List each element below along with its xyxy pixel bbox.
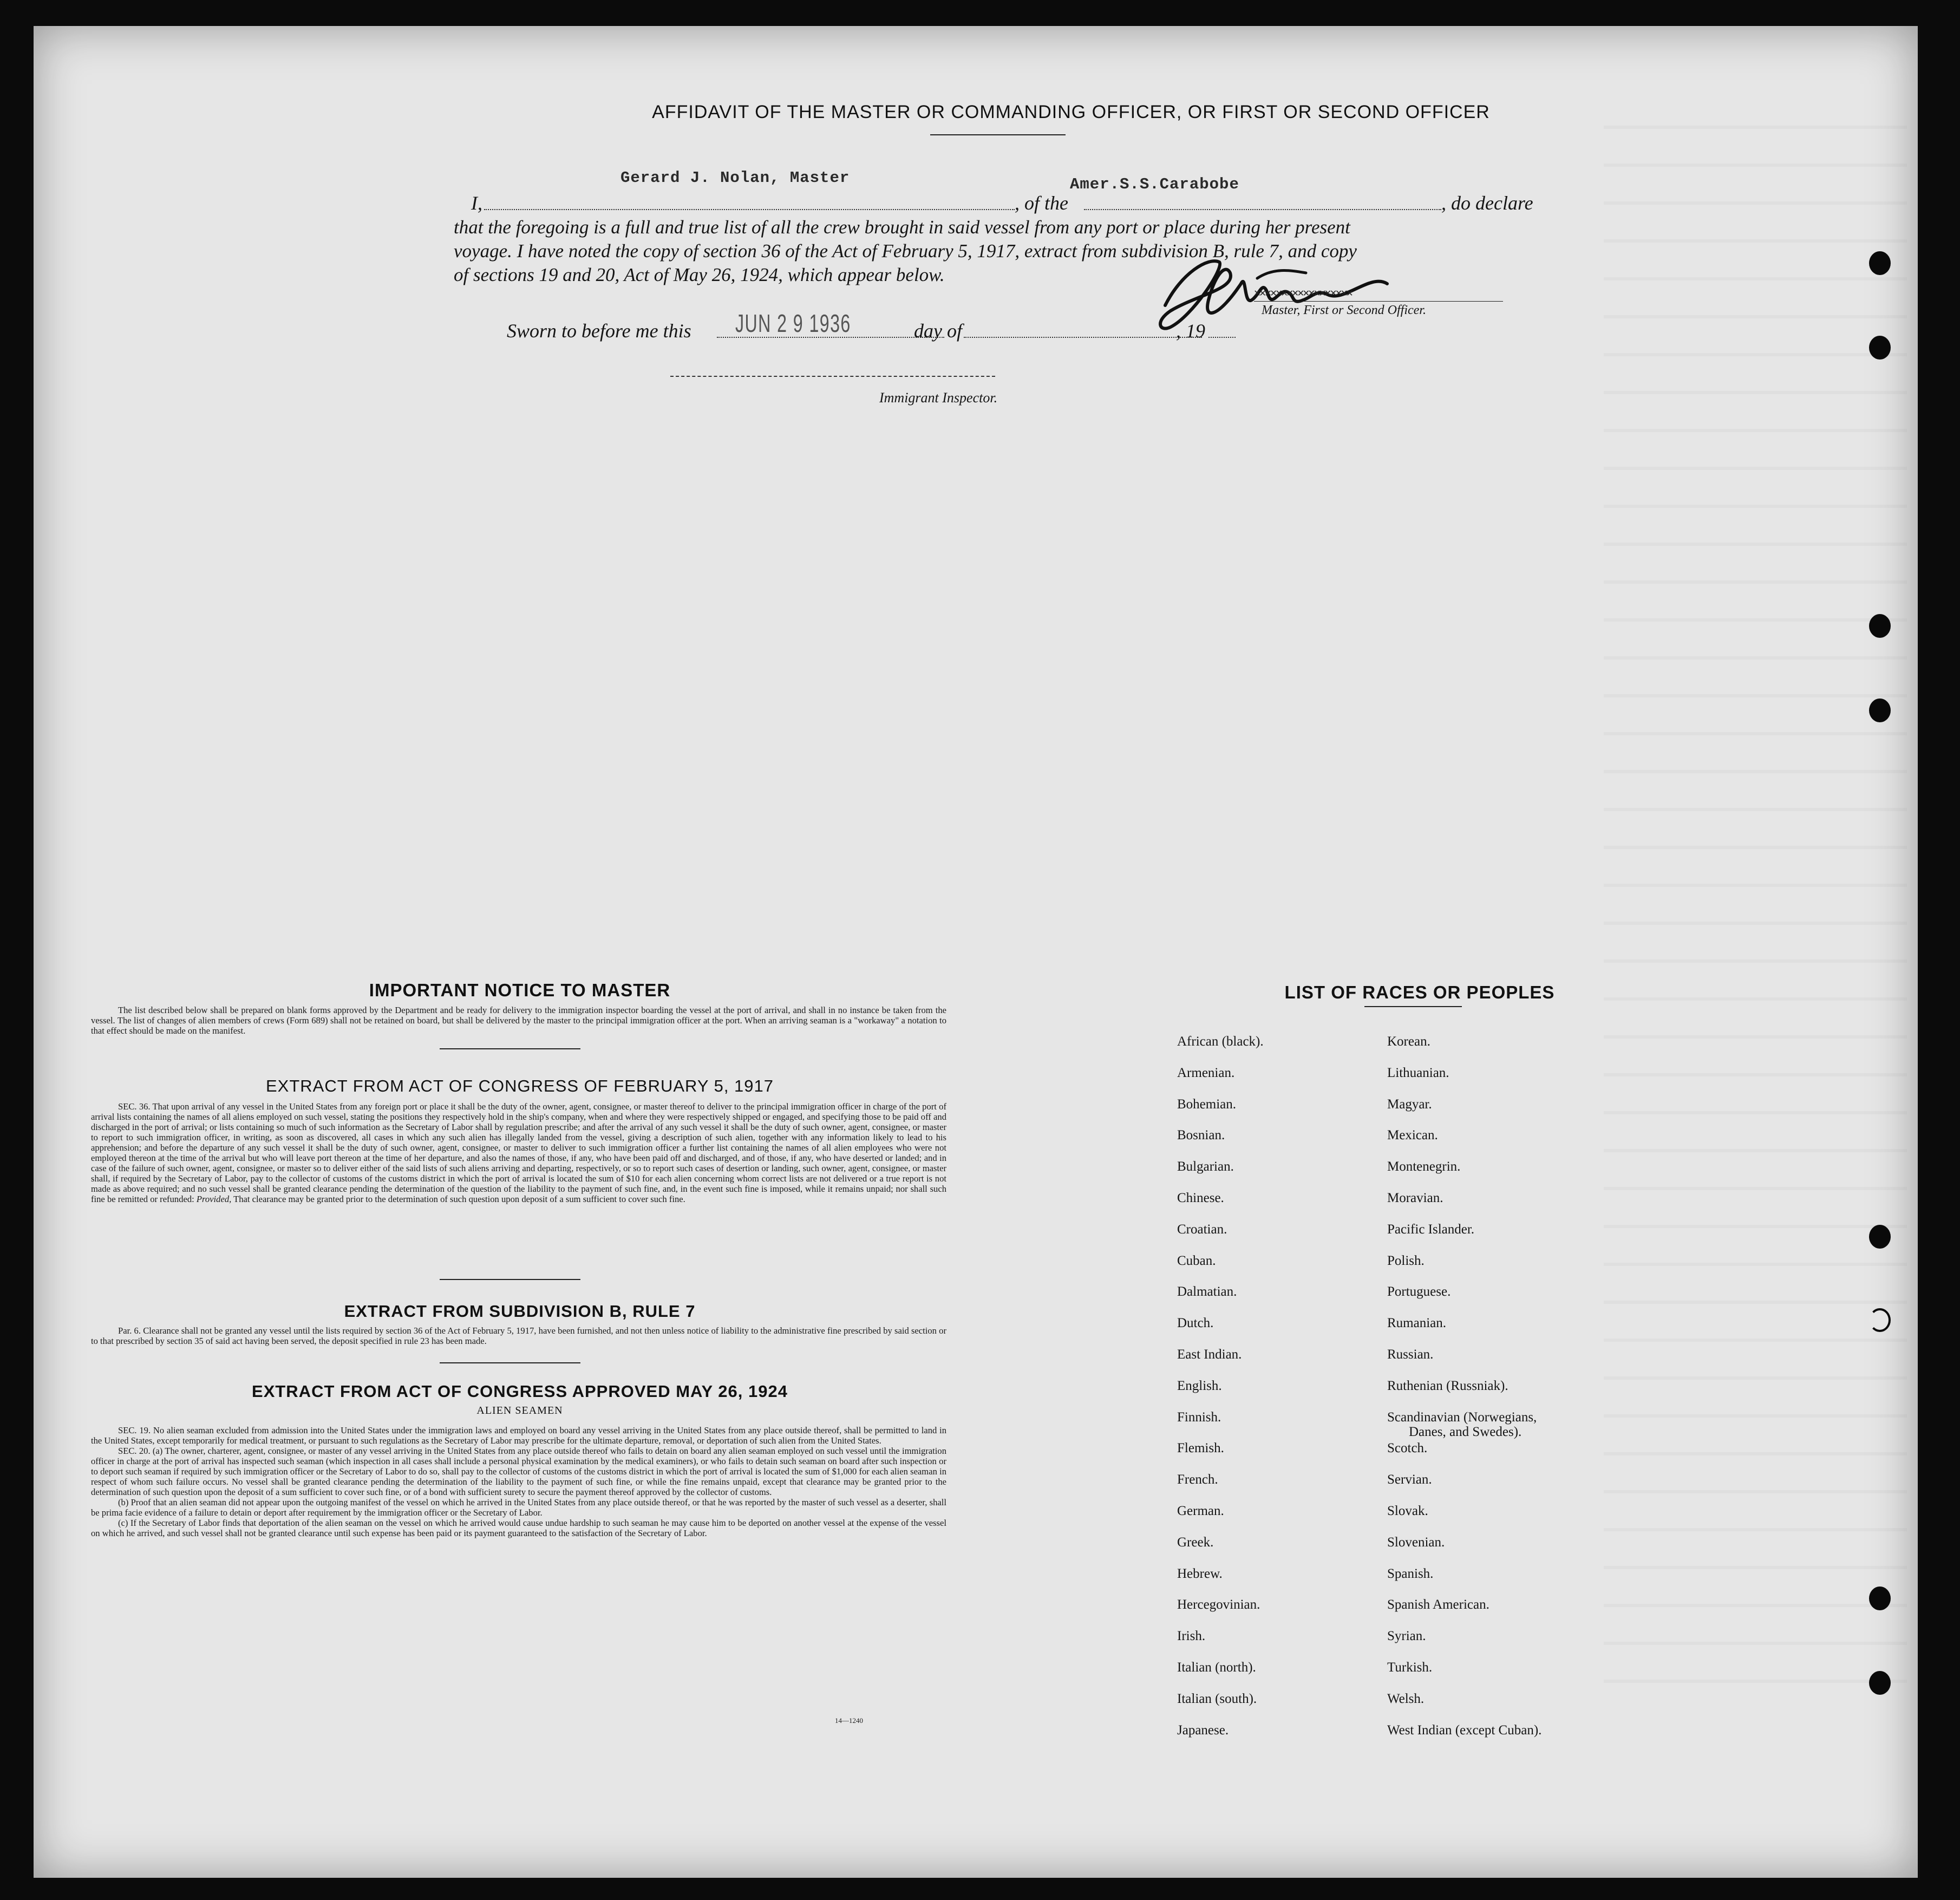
race-item: English.	[1177, 1378, 1222, 1393]
race-item: Japanese.	[1177, 1722, 1229, 1738]
race-item: Spanish American.	[1387, 1597, 1489, 1612]
vessel-name-typed: Amer.S.S.Carabobe	[1070, 175, 1239, 193]
race-item: East Indian.	[1177, 1347, 1242, 1362]
race-item: Greek.	[1177, 1535, 1214, 1550]
race-item: Bosnian.	[1177, 1128, 1225, 1143]
race-item: Lithuanian.	[1387, 1065, 1449, 1080]
sworn-text: Sworn to before me this	[507, 320, 691, 342]
race-item: Montenegrin.	[1387, 1159, 1461, 1174]
race-item: Bohemian.	[1177, 1096, 1237, 1112]
race-item-continued: Danes, and Swedes).	[1409, 1424, 1522, 1439]
extract-1924-title: EXTRACT FROM ACT OF CONGRESS APPROVED MAY 26, 1924	[252, 1382, 788, 1401]
rule-7-divider	[440, 1362, 580, 1363]
race-item: Polish.	[1387, 1253, 1425, 1268]
affidavit-line-4: of sections 19 and 20, Act of May 26, 1924, which appear below.	[454, 264, 945, 285]
extract-1917-divider	[440, 1279, 580, 1280]
race-item: Ruthenian (Russniak).	[1387, 1378, 1508, 1393]
do-declare-label: , do declare	[1441, 192, 1533, 214]
race-item: Dutch.	[1177, 1316, 1214, 1331]
punch-hole	[1869, 698, 1891, 722]
extract-1917-title: EXTRACT FROM ACT OF CONGRESS OF FEBRUARY 5, 1917	[265, 1076, 774, 1095]
sec-20b-text: (b) Proof that an alien seaman did not appear upon the outgoing manifest of the vessel on which he arrived in the United States from any place outside thereof, or that he was reported by the master of such vessel as a deserter, shall be prima facie evidence of a failure to detain or deport after requirement by the immigration officer or the Secretary of Labor.	[91, 1497, 946, 1518]
of-the-label: , of the	[1015, 192, 1068, 214]
day-dotted-line	[964, 337, 1202, 338]
year-label: , 19	[1176, 320, 1205, 342]
vessel-dotted-line	[1084, 209, 1441, 210]
inspector-caption: Immigrant Inspector.	[879, 390, 998, 406]
races-divider	[1364, 1006, 1462, 1007]
race-item: Moravian.	[1387, 1190, 1443, 1205]
races-title: LIST OF RACES OR PEOPLES	[1284, 982, 1555, 1002]
inspector-signature-line	[670, 376, 995, 377]
race-item: Servian.	[1387, 1472, 1432, 1487]
extract-1917-body	[91, 1101, 946, 1204]
punch-hole	[1869, 1671, 1891, 1695]
name-dotted-line	[484, 209, 1015, 210]
punch-hole	[1869, 251, 1891, 275]
race-item: Scandinavian (Norwegians,	[1387, 1409, 1537, 1425]
race-item: Turkish.	[1387, 1660, 1433, 1675]
extract-1924-body	[91, 1425, 946, 1538]
race-item: Spanish.	[1387, 1566, 1434, 1581]
master-name-typed: Gerard J. Nolan, Master	[620, 169, 850, 187]
race-item: Italian (south).	[1177, 1691, 1257, 1706]
race-right-col	[1387, 1034, 1541, 1754]
signature-line-marks: ✕✕✕✕✕✕✕✕✕✕✕✕✕✕✕✕✕✕	[1254, 288, 1352, 300]
extract-1917-provided: Provided,	[196, 1194, 232, 1204]
race-item: Scotch.	[1387, 1441, 1428, 1456]
rule-7-body: Par. 6. Clearance shall not be granted any vessel until the lists required by section 36 of the Act of February 5, 1917, have been furnished, and not then unless notice of liability to the administrative fine prescribed by said section or to that prescribed by section 35 of said act having been served, the deposit specified in rule 23 has been made.	[91, 1326, 946, 1346]
race-left-col	[1177, 1034, 1264, 1754]
affidavit-line-2: that the foregoing is a full and true list of all the crew brought in said vessel from any port or place during her present	[454, 217, 1350, 238]
race-item: Irish.	[1177, 1629, 1206, 1644]
race-item: Hercegovinian.	[1177, 1597, 1260, 1612]
notice-body: The list described below shall be prepared on blank forms approved by the Department and be ready for delivery to the immigration inspector boarding the vessel at the port of arrival, and shall in no instance be taken from the vessel. The list of changes of alien members of crews (Form 689) shall not be retained on board, but shall be delivered by the master to the principal immigration officer at the port. When an arriving seaman is a "workaway" a notation to that effect should be made on the manifest.	[91, 1005, 946, 1036]
race-item: Cuban.	[1177, 1253, 1216, 1268]
affidavit-i-label: I,	[471, 192, 482, 214]
punch-hole	[1869, 614, 1891, 638]
race-item: Slovak.	[1387, 1503, 1428, 1518]
race-item: Dalmatian.	[1177, 1284, 1237, 1300]
race-item: Syrian.	[1387, 1629, 1426, 1644]
race-item: Russian.	[1387, 1347, 1434, 1362]
race-item: Chinese.	[1177, 1190, 1224, 1205]
race-item: Portuguese.	[1387, 1284, 1451, 1300]
notice-title: IMPORTANT NOTICE TO MASTER	[369, 980, 671, 1000]
race-item: Slovenian.	[1387, 1535, 1445, 1550]
punch-hole	[1869, 1225, 1891, 1249]
race-item: German.	[1177, 1503, 1224, 1518]
race-item: Mexican.	[1387, 1128, 1438, 1143]
punch-hole	[1869, 1586, 1891, 1610]
day-of-label: day of	[914, 320, 962, 342]
race-item: Hebrew.	[1177, 1566, 1223, 1581]
affidavit-line-3: voyage. I have noted the copy of section 36 of the Act of February 5, 1917, extract from subdivision B, rule 7, and copy	[454, 240, 1357, 262]
extract-1917-text-after: That clearance may be granted prior to the determination of such question upon deposit of a sum sufficient to cover such fine.	[233, 1194, 685, 1204]
punch-hole	[1869, 336, 1891, 360]
affidavit-title: AFFIDAVIT OF THE MASTER OR COMMANDING OFFICER, OR FIRST OR SECOND OFFICER	[652, 102, 1490, 122]
notice-divider	[440, 1048, 580, 1049]
signature-caption: Master, First or Second Officer.	[1262, 303, 1426, 317]
race-item: Bulgarian.	[1177, 1159, 1234, 1174]
sec-20a-text: SEC. 20. (a) The owner, charterer, agent, consignee, or master of any vessel arriving in the United States from any place outside thereof who fails to detain on board any alien seaman employed on such vessel until the immigration officer in charge at the port of arrival has inspected such seaman (which inspection in all cases shall include a personal physical examination by the medical examiners), or who fails to detain such seaman on board after such inspection or to deport such seaman if required by such immigration officer or the Secretary of Labor to do so, shall pay to the collector of customs of the customs district in which the port of arrival is located the sum of $1,000 for each alien seaman in respect of whom such failure occurs. No vessel shall be granted clearance pending the determination of the liability to the payment of such fine, or while the fine remains unpaid, except that clearance may be granted prior to the determination of such question upon the deposit of a sum sufficient to cover such fine, or of a bond with sufficient surety to secure the payment thereof approved by the collector of customs.	[91, 1446, 946, 1497]
rule-7-title: EXTRACT FROM SUBDIVISION B, RULE 7	[344, 1302, 696, 1321]
race-item: West Indian (except Cuban).	[1387, 1722, 1542, 1738]
race-item: French.	[1177, 1472, 1218, 1487]
bleed-through-shadow	[1604, 91, 1907, 1715]
race-item: Finnish.	[1177, 1409, 1221, 1425]
date-stamp: JUN 2 9 1936	[735, 309, 851, 337]
race-item: Welsh.	[1387, 1691, 1425, 1706]
race-item: Pacific Islander.	[1387, 1222, 1475, 1237]
race-item: African (black).	[1177, 1034, 1264, 1049]
race-item: Korean.	[1387, 1034, 1430, 1049]
race-item: Rumanian.	[1387, 1316, 1447, 1331]
punch-hole-outline	[1869, 1308, 1891, 1332]
race-item: Croatian.	[1177, 1222, 1227, 1237]
year-dotted-line	[1208, 337, 1236, 338]
sec-19-text: SEC. 19. No alien seaman excluded from admission into the United States under the immigration laws and employed on board any vessel arriving in the United States from any place outside thereof, shall be permitted to land in the United States, except temporarily for medical treatment, or pursuant to such regulations as the Secretary of Labor may prescribe for the ultimate departure, removal, or deportation of such alien from the United States.	[91, 1425, 946, 1446]
form-number: 14—1240	[835, 1716, 863, 1725]
race-item: Italian (north).	[1177, 1660, 1256, 1675]
signature-rule	[1254, 301, 1503, 302]
race-item: Magyar.	[1387, 1096, 1432, 1112]
alien-seamen-heading: ALIEN SEAMEN	[476, 1405, 563, 1416]
title-divider	[930, 134, 1066, 135]
race-item: Flemish.	[1177, 1441, 1224, 1456]
extract-1917-text: SEC. 36. That upon arrival of any vessel in the United States from any foreign port or place it shall be the duty of the owner, agent, consignee, or master thereof to deliver to the principal immigration officer in charge of the port of arrival lists containing the names of all aliens employed on such vessel, stating the positions they respectively hold in the ship's company, when and where they were respectively shipped or engaged, and specifying those to be paid off and discharged in the port of arrival; or lists containing so much of such information as the Secretary of Labor shall by regulation prescribe; and after the arrival of any such vessel it shall be the duty of such owner, agent, consignee, or master to report to such immigration officer, in writing, as soon as discovered, all cases in which any such alien has illegally landed from the vessel, giving a description of such alien, together with any information likely to lead to his apprehension; and before the departure of any such vessel it shall be the duty of such owner, agent, consignee, or master to deliver to such immigration officer a further list containing the names of all alien employees who were not employed thereon at the time of the arrival but who will leave port thereon at the time of her departure, and also the names of those, if any, who have been paid off and discharged, and of those, if any, who have deserted or landed; and in case of the failure of such owner, agent, consignee, or master so to deliver either of the said lists of such aliens arriving and departing, respectively, or so to report such cases of desertion or landing, such owner, agent, consignee, or master shall, if required by the Secretary of Labor, pay to the collector of customs of the customs district in which the port of arrival is located the sum of $10 for each alien concerning whom correct lists are not delivered or a true report is not made as above required; and no such vessel shall be granted clearance pending the determination of the question of the liability to the payment of such fine, and, in the event such fine is imposed, while it remains unpaid; nor shall such fine be remitted or refunded:	[91, 1101, 946, 1204]
sec-20c-text: (c) If the Secretary of Labor finds that deportation of the alien seaman on the vessel on which he arrived would cause undue hardship to such seaman he may cause him to be deported on another vessel at the expense of the vessel on which he arrived, and such vessel shall not be granted clearance until such expense has been paid or its payment guaranteed to the satisfaction of the Secretary of Labor.	[91, 1518, 946, 1538]
race-item: Armenian.	[1177, 1065, 1235, 1080]
document-page	[34, 26, 1918, 1878]
